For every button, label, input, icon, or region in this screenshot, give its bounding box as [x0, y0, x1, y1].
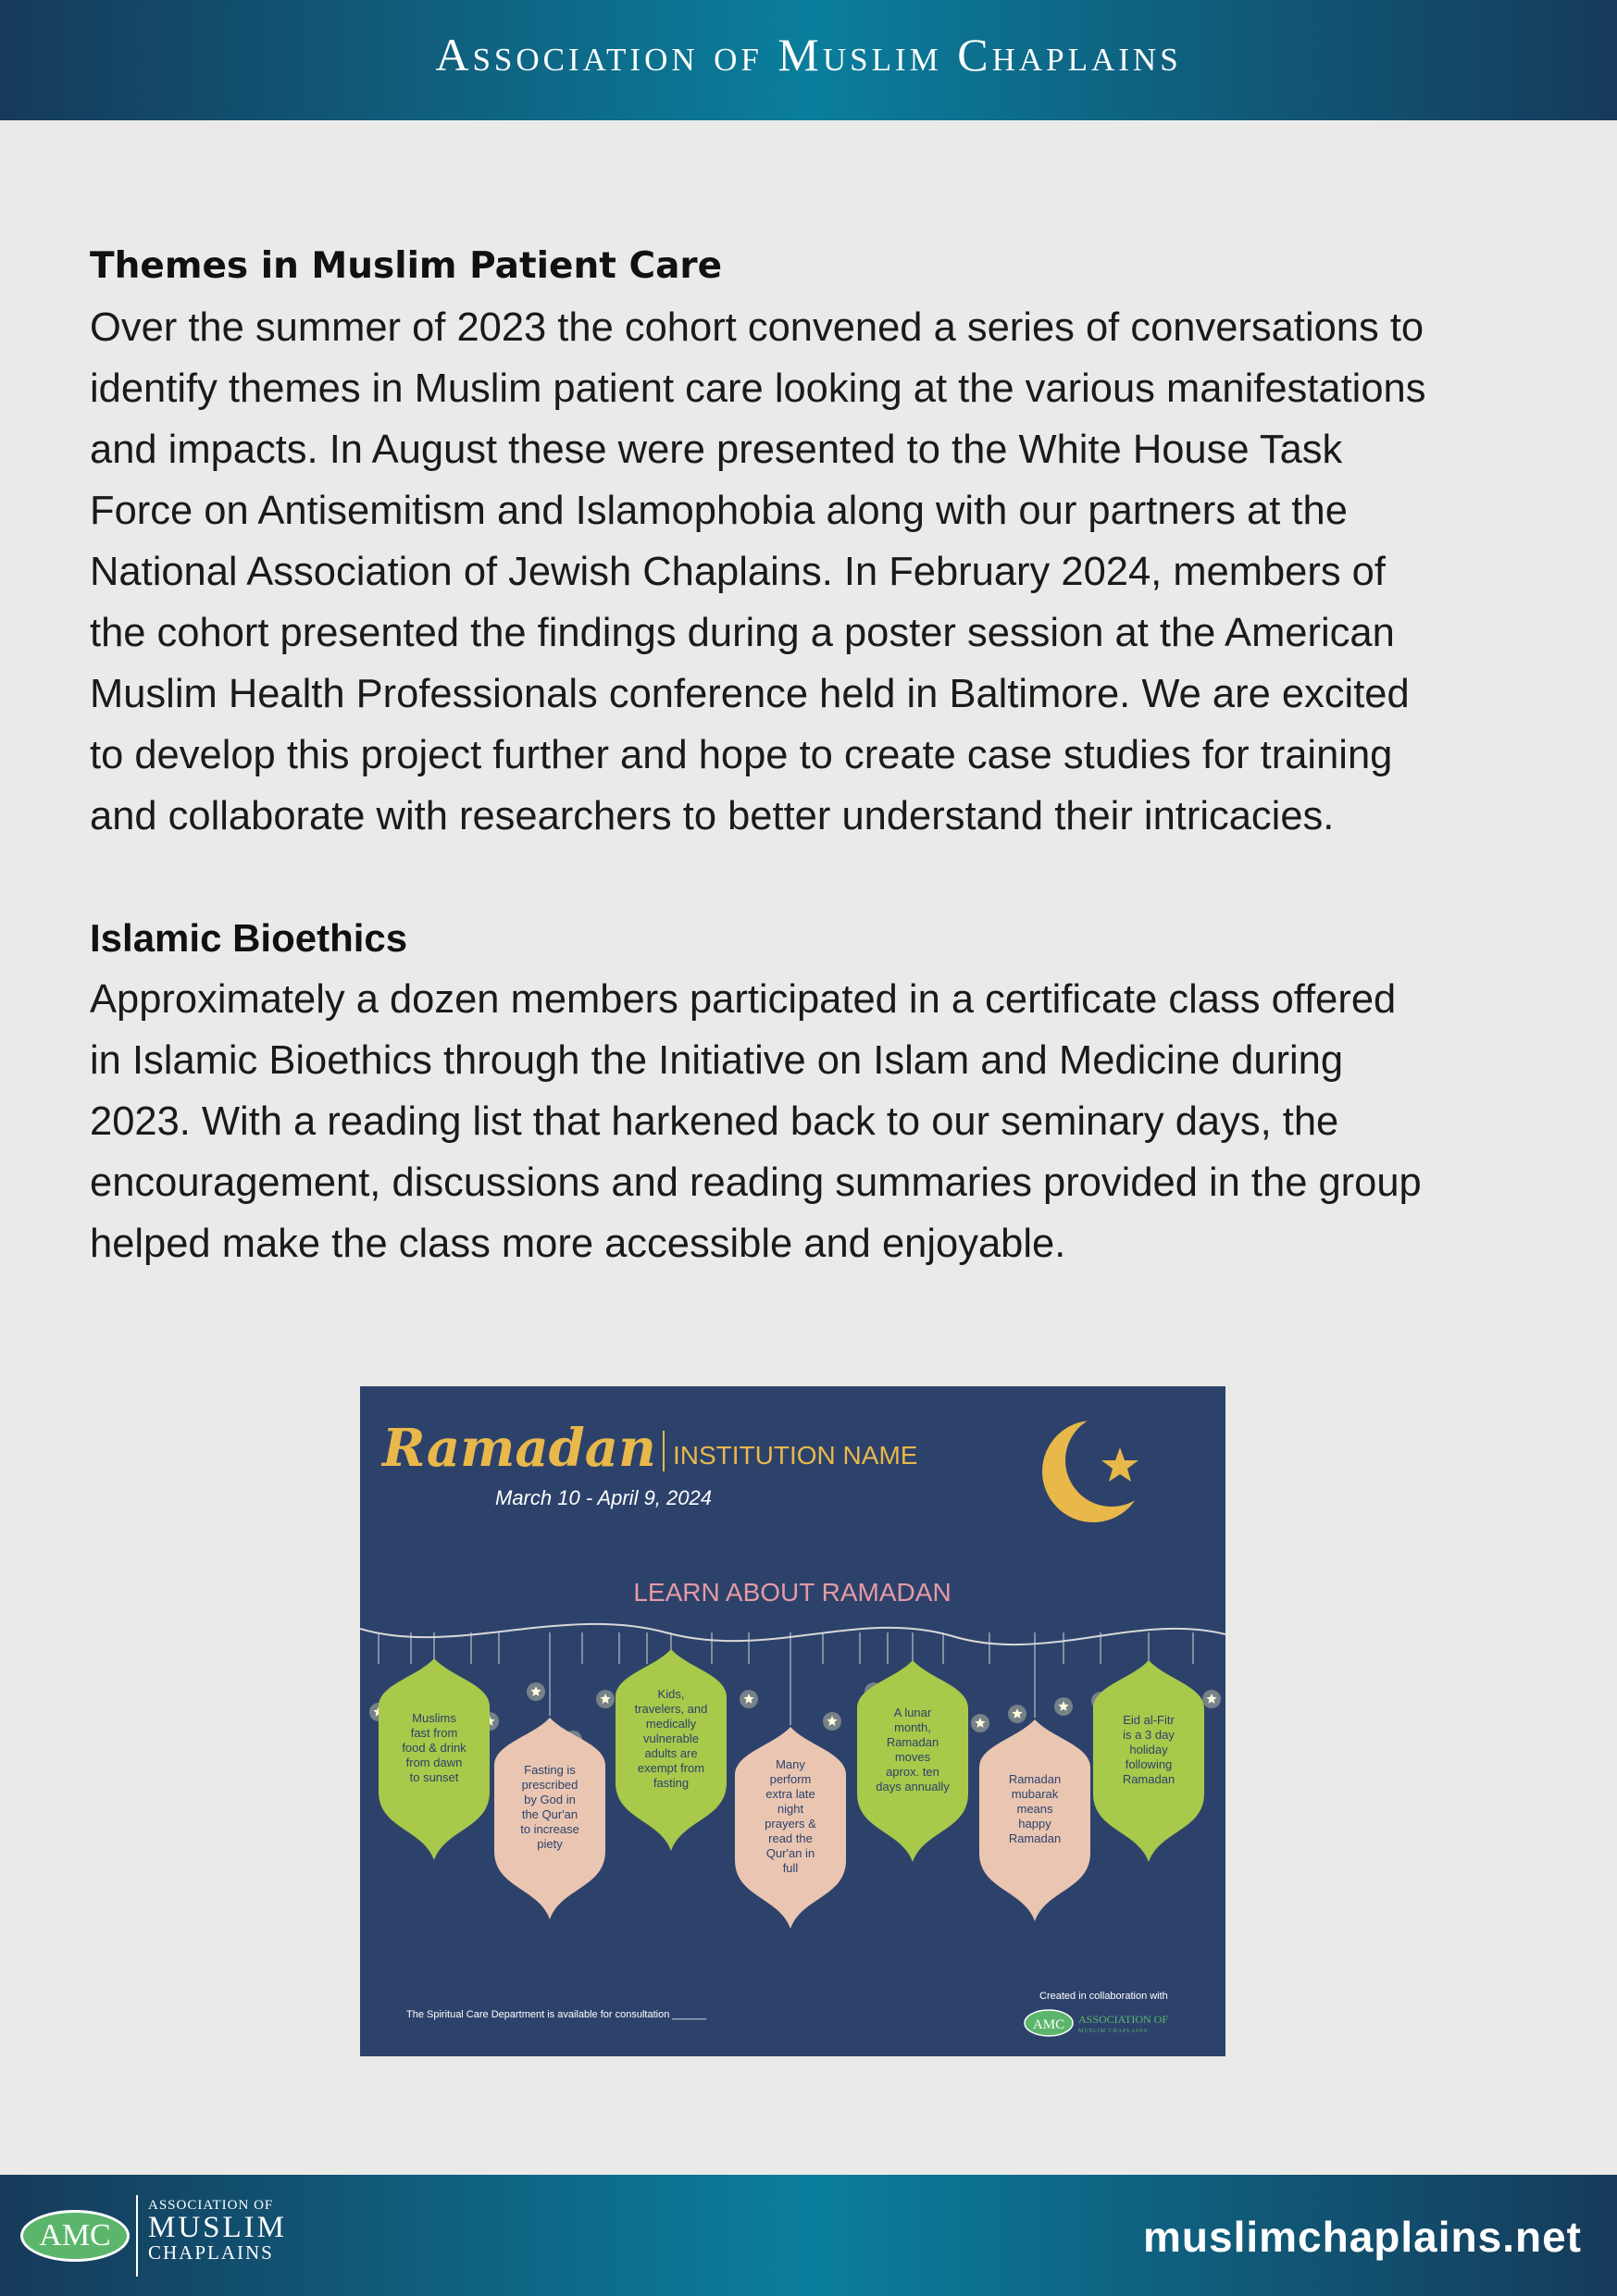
poster-subtitle: LEARN ABOUT RAMADAN [633, 1578, 952, 1607]
header-title: Association of Muslim Chaplains [435, 29, 1182, 81]
text-line: National Association of Jewish Chaplains. In February 2024, members of [90, 550, 1386, 594]
lantern-text-line: fasting [653, 1776, 690, 1790]
lantern-text-line: prescribed [521, 1778, 578, 1792]
lantern-text-line: Fasting is [524, 1763, 576, 1777]
text-line: and collaborate with researchers to better understand their intricacies. [90, 794, 1335, 838]
lantern-text-line: the Qur'an [521, 1807, 578, 1821]
text-line: in Islamic Bioethics through the Initiative on Islam and Medicine during [90, 1038, 1344, 1083]
lantern-text-line: vulnerable [643, 1731, 699, 1745]
lantern-text-line: read the [768, 1831, 813, 1845]
lantern-text-line: following [1125, 1757, 1173, 1771]
lantern-text-line: travelers, and [634, 1702, 708, 1716]
lantern-text-line: full [782, 1861, 799, 1875]
main-content [90, 236, 1552, 1274]
lantern-text-line: food & drink [402, 1741, 466, 1755]
page-header [0, 0, 1617, 120]
lantern-text-line: piety [537, 1837, 563, 1851]
lantern-text-line: Eid al-Fitr [1123, 1713, 1175, 1727]
text-line: Force on Antisemitism and Islamophobia along with our partners at the [90, 489, 1348, 533]
lantern-text-line: by God in [524, 1793, 576, 1806]
poster-institution: INSTITUTION NAME [673, 1441, 918, 1470]
section-body-patient-care [90, 297, 1552, 847]
lantern-text-line: mubarak [1011, 1787, 1059, 1801]
lantern-text-line: Muslims [412, 1711, 456, 1725]
lantern-text-line: Ramadan [886, 1735, 939, 1749]
lantern-text-line: medically [645, 1717, 697, 1731]
lantern-text-line: is a 3 day [1123, 1728, 1175, 1742]
website-link[interactable]: muslimchaplains.net [1142, 2213, 1582, 2261]
amc-logo [20, 2210, 130, 2262]
text-line: Approximately a dozen members participated in a certificate class offered [90, 977, 1397, 1022]
logo-line3: CHAPLAINS [148, 2241, 274, 2264]
lantern-text-line: Ramadan [1122, 1772, 1175, 1786]
poster-collab-note: Created in collaboration with [1039, 1991, 1168, 2002]
lantern-text-line: exempt from [637, 1761, 705, 1775]
lantern-text-line: moves [894, 1750, 931, 1764]
text-line: and impacts. In August these were presented to the White House Task [90, 428, 1343, 472]
poster-collab-badge-text: AMC [1032, 2017, 1065, 2032]
logo-line1: ASSOCIATION OF [148, 2198, 274, 2213]
poster-dates: March 10 - April 9, 2024 [495, 1486, 712, 1509]
poster-title: Ramadan [382, 1418, 656, 1479]
lantern-text-line: Qur'an in [765, 1846, 815, 1860]
lantern-text-line: Ramadan [1008, 1772, 1062, 1786]
lantern-text-line: A lunar [893, 1706, 932, 1719]
lantern-text-line: fast from [410, 1726, 458, 1740]
text-line: 2023. With a reading list that harkened back to our seminary days, the [90, 1099, 1339, 1144]
text-line: Over the summer of 2023 the cohort convened a series of conversations to [90, 305, 1424, 350]
ramadan-poster [360, 1386, 1225, 2056]
lantern-text-line: to sunset [409, 1770, 459, 1784]
section-title-patient-care: Themes in Muslim Patient Care [90, 245, 723, 287]
lantern-text-line: perform [769, 1772, 812, 1786]
section-title-bioethics: Islamic Bioethics [90, 916, 408, 960]
lantern-text-line: extra late [765, 1787, 815, 1801]
lantern-text-line: days annually [876, 1780, 950, 1793]
poster-consultation-note: The Spiritual Care Department is available for consultation ______ [406, 2009, 707, 2020]
text-line: identify themes in Muslim patient care looking at the various manifestations [90, 366, 1426, 411]
lantern-text-line: Kids, [657, 1687, 685, 1701]
lantern-text-line: from dawn [405, 1756, 463, 1769]
text-line: encouragement, discussions and reading summaries provided in the group [90, 1160, 1422, 1205]
text-line: the cohort presented the findings during a poster session at the American [90, 611, 1395, 655]
lantern-text-line: to increase [520, 1822, 579, 1836]
lantern-text-line: holiday [1129, 1743, 1168, 1756]
poster-collab-name2: MUSLIM CHAPLAINS [1078, 2029, 1149, 2034]
lantern-text-line: Many [776, 1757, 805, 1771]
lantern-text-line: happy [1018, 1817, 1051, 1831]
lantern-text-line: Ramadan [1008, 1831, 1062, 1845]
text-line: helped make the class more accessible and enjoyable. [90, 1222, 1066, 1266]
logo-line2: MUSLIM [148, 2211, 288, 2244]
poster-collab-name: ASSOCIATION OF [1078, 2013, 1169, 2026]
lantern-text-line: aprox. ten [886, 1765, 939, 1779]
lantern-text-line: prayers & [765, 1817, 816, 1831]
logo-wordmark [148, 2199, 287, 2263]
lantern-text-line: adults are [644, 1746, 698, 1760]
logo-badge-text: AMC [39, 2218, 111, 2253]
text-line: to develop this project further and hope to create case studies for training [90, 733, 1393, 777]
lantern-text-line: month, [894, 1720, 931, 1734]
lantern-text-line: means [1016, 1802, 1053, 1816]
text-line: Muslim Health Professionals conference held in Baltimore. We are excited [90, 672, 1410, 716]
page-footer [0, 2175, 1617, 2296]
lantern-text-line: night [777, 1802, 804, 1816]
section-body-bioethics [90, 969, 1552, 1274]
